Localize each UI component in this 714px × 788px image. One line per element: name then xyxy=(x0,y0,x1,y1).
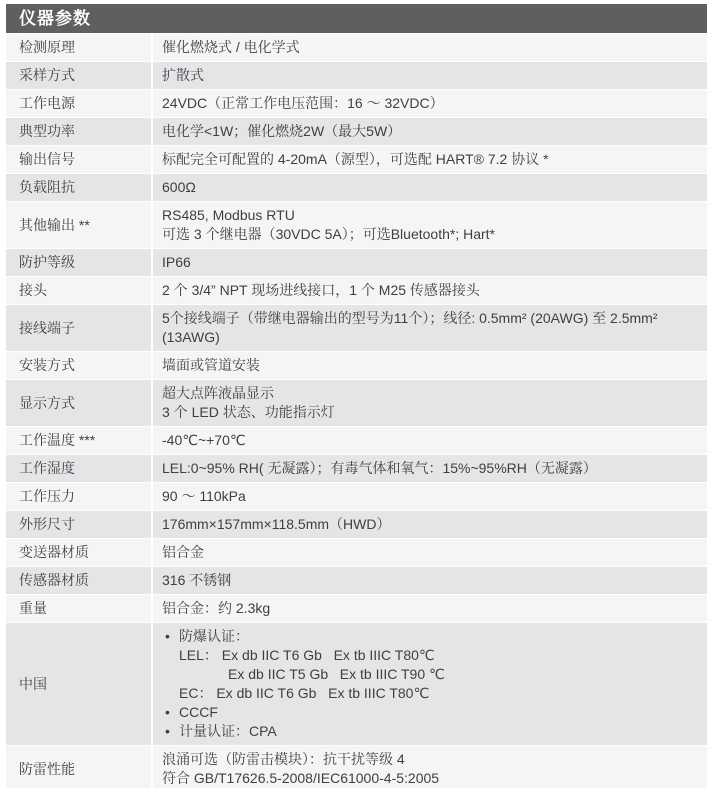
table-row xyxy=(6,745,707,788)
value-line xyxy=(162,150,701,169)
value-text: Ex db IIC T5 Gb Ex tb IIIC T90 ℃ xyxy=(228,666,445,682)
value-text: 铝合金：约 2.3kg xyxy=(162,600,271,616)
value-text: 超大点阵液晶显示 xyxy=(162,385,274,401)
value-line xyxy=(162,384,701,403)
value-line xyxy=(162,684,701,703)
value-text: 扩散式 xyxy=(162,67,204,83)
value-text: LEL:0~95% RH( 无凝露）；有毒气体和氧气：15%~95%RH（无凝露） xyxy=(162,460,597,476)
spec-table-body xyxy=(6,33,707,788)
value-line xyxy=(162,178,701,197)
row-label: 检测原理 xyxy=(6,34,153,61)
table-row xyxy=(6,351,707,379)
row-label: 安装方式 xyxy=(6,352,153,379)
value-line xyxy=(162,431,701,450)
row-value xyxy=(153,202,707,248)
value-line xyxy=(162,206,701,225)
row-value xyxy=(153,483,707,510)
row-label: 工作温度 *** xyxy=(6,427,153,454)
row-label: 中国 xyxy=(6,623,153,745)
row-value xyxy=(153,34,707,61)
bullet-icon: • xyxy=(165,723,170,739)
value-line xyxy=(162,66,701,85)
row-label: 防雷性能 xyxy=(6,746,153,788)
value-line xyxy=(162,750,701,769)
row-label: 显示方式 xyxy=(6,380,153,426)
value-line xyxy=(162,515,701,534)
value-text: 墙面或管道安装 xyxy=(162,357,260,373)
row-label: 接线端子 xyxy=(6,305,153,351)
value-text: 2 个 3/4” NPT 现场进线接口，1 个 M25 传感器接头 xyxy=(162,282,480,298)
table-row xyxy=(6,622,707,745)
value-text: 5个接线端子（带继电器输出的型号为11个）；线径: 0.5mm² (20AWG) 至 2.5mm² xyxy=(162,310,658,326)
value-text: 可选 3 个继电器（30VDC 5A）；可选Bluetooth*; Hart* xyxy=(162,226,495,242)
table-row xyxy=(6,454,707,482)
row-value xyxy=(153,62,707,89)
value-text: 90 ～ 110kPa xyxy=(162,488,246,504)
row-label: 外形尺寸 xyxy=(6,511,153,538)
value-line xyxy=(162,253,701,272)
value-line xyxy=(162,94,701,113)
value-line xyxy=(162,356,701,375)
row-label: 输出信号 xyxy=(6,146,153,173)
value-line xyxy=(162,309,701,328)
row-value xyxy=(153,455,707,482)
value-text: 600Ω xyxy=(162,179,196,195)
row-label: 其他输出 ** xyxy=(6,202,153,248)
row-value xyxy=(153,427,707,454)
row-label: 传感器材质 xyxy=(6,567,153,594)
value-text: 浪涌可选（防雷击模块）：抗干扰等级 4 xyxy=(162,751,405,767)
value-text: (13AWG) xyxy=(162,329,220,345)
row-value xyxy=(153,174,707,201)
value-line xyxy=(162,543,701,562)
value-line xyxy=(162,38,701,57)
spec-table xyxy=(6,4,707,788)
value-text: IP66 xyxy=(162,254,191,270)
row-value xyxy=(153,277,707,304)
row-label: 防护等级 xyxy=(6,249,153,276)
value-line xyxy=(162,122,701,141)
value-text: 3 个 LED 状态、功能指示灯 xyxy=(162,404,335,420)
table-row xyxy=(6,594,707,622)
value-text: CCCF xyxy=(179,704,218,720)
row-value xyxy=(153,511,707,538)
row-label: 接头 xyxy=(6,277,153,304)
row-label: 重量 xyxy=(6,595,153,622)
table-row xyxy=(6,201,707,248)
value-text: 电化学<1W；催化燃烧2W（最大5W） xyxy=(162,123,402,139)
row-value xyxy=(153,118,707,145)
value-line xyxy=(162,403,701,422)
value-text: 计量认证：CPA xyxy=(179,723,277,739)
table-row xyxy=(6,482,707,510)
table-row xyxy=(6,248,707,276)
row-value xyxy=(153,146,707,173)
row-value xyxy=(153,567,707,594)
value-line xyxy=(162,722,701,741)
row-value xyxy=(153,623,707,745)
value-text: 176mm×157mm×118.5mm（HWD） xyxy=(162,516,391,532)
value-text: 24VDC（正常工作电压范围：16 ～ 32VDC） xyxy=(162,95,444,111)
value-line xyxy=(162,627,701,646)
value-line xyxy=(162,599,701,618)
row-label: 工作压力 xyxy=(6,483,153,510)
value-line xyxy=(162,769,701,788)
table-row xyxy=(6,510,707,538)
value-text: 防爆认证： xyxy=(179,628,249,644)
value-line xyxy=(162,459,701,478)
row-value xyxy=(153,746,707,788)
row-label: 负载阻抗 xyxy=(6,174,153,201)
table-row xyxy=(6,173,707,201)
table-row xyxy=(6,379,707,426)
value-text: 符合 GB/T17626.5-2008/IEC61000-4-5:2005 xyxy=(162,770,440,786)
value-line xyxy=(162,225,701,244)
table-row xyxy=(6,33,707,61)
row-value xyxy=(153,90,707,117)
value-line xyxy=(162,571,701,590)
value-text: -40℃~+70℃ xyxy=(162,432,246,448)
value-text: EC： Ex db IIC T6 Gb Ex tb IIIC T80℃ xyxy=(179,685,430,701)
table-row xyxy=(6,89,707,117)
value-line xyxy=(162,281,701,300)
row-value xyxy=(153,539,707,566)
row-value xyxy=(153,249,707,276)
table-row xyxy=(6,61,707,89)
table-row xyxy=(6,304,707,351)
table-row xyxy=(6,276,707,304)
table-row xyxy=(6,566,707,594)
table-row xyxy=(6,117,707,145)
value-text: 催化燃烧式 / 电化学式 xyxy=(162,39,300,55)
row-value xyxy=(153,305,707,351)
row-label: 采样方式 xyxy=(6,62,153,89)
row-label: 工作电源 xyxy=(6,90,153,117)
value-text: 铝合金 xyxy=(162,544,204,560)
bullet-icon: • xyxy=(165,628,170,644)
table-row xyxy=(6,538,707,566)
value-line xyxy=(162,487,701,506)
section-header: 仪器参数 xyxy=(6,4,707,33)
value-text: 标配完全可配置的 4-20mA（源型），可选配 HART® 7.2 协议 * xyxy=(162,151,549,167)
value-line xyxy=(162,646,701,665)
value-line xyxy=(162,328,701,347)
value-text: 316 不锈钢 xyxy=(162,572,232,588)
value-line xyxy=(162,703,701,722)
table-row xyxy=(6,426,707,454)
row-label: 变送器材质 xyxy=(6,539,153,566)
row-label: 典型功率 xyxy=(6,118,153,145)
row-value xyxy=(153,352,707,379)
value-line xyxy=(162,665,701,684)
row-value xyxy=(153,595,707,622)
row-label: 工作湿度 xyxy=(6,455,153,482)
row-value xyxy=(153,380,707,426)
value-text: RS485, Modbus RTU xyxy=(162,207,295,223)
table-row xyxy=(6,145,707,173)
value-text: LEL： Ex db IIC T6 Gb Ex tb IIIC T80℃ xyxy=(179,647,435,663)
bullet-icon: • xyxy=(165,704,170,720)
